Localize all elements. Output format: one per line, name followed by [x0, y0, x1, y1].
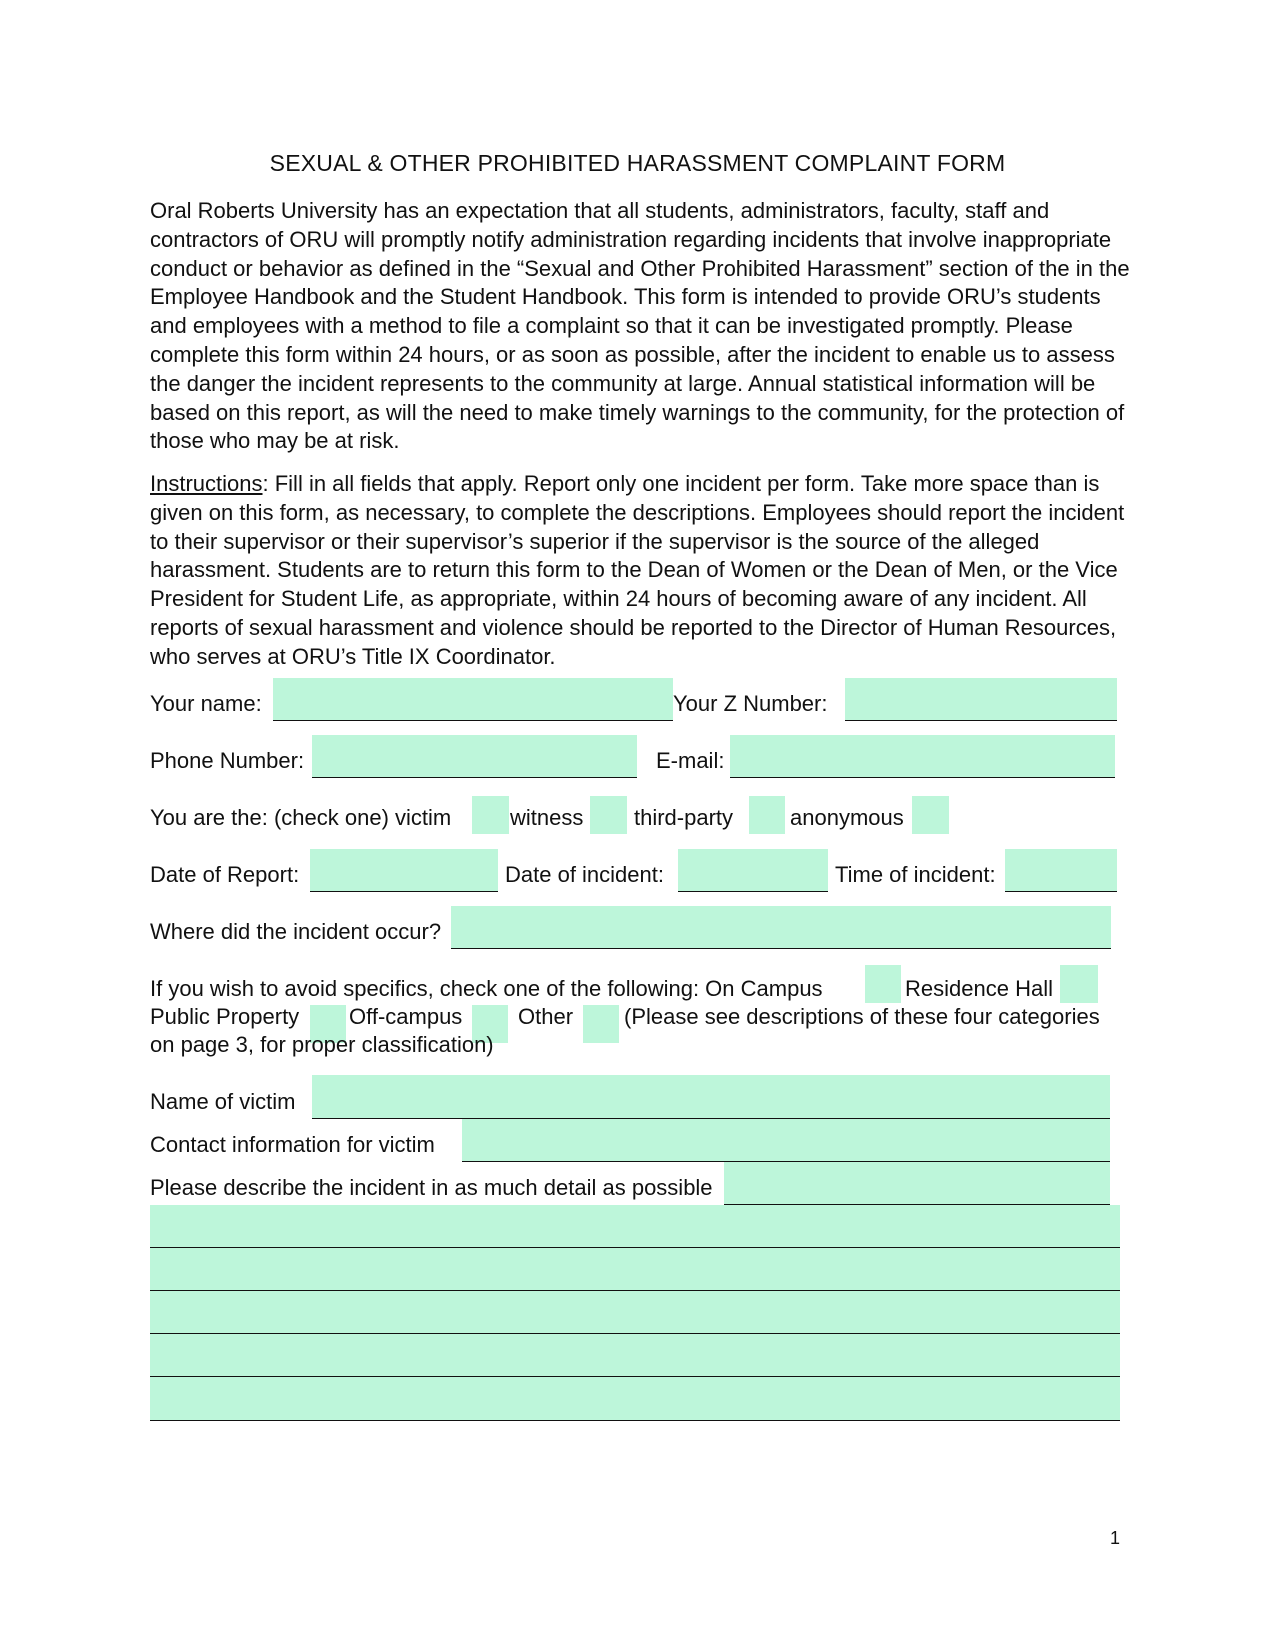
form-title: SEXUAL & OTHER PROHIBITED HARASSMENT COMPLAINT FORM: [269, 150, 1006, 176]
location-note-2: on page 3, for proper classification): [150, 1032, 494, 1057]
victim-checkbox[interactable]: [472, 796, 509, 834]
victim-name-label: Name of victim: [150, 1089, 296, 1114]
location-note: (Please see descriptions of these four categories: [624, 1004, 1100, 1029]
z-number-field[interactable]: [845, 678, 1117, 721]
victim-contact-field[interactable]: [462, 1119, 1110, 1162]
third-party-label: third-party: [634, 805, 734, 830]
residence-hall-checkbox[interactable]: [1060, 965, 1098, 1003]
where-field[interactable]: [451, 906, 1111, 949]
victim-contact-label: Contact information for victim: [150, 1132, 435, 1157]
describe-first-line[interactable]: [724, 1162, 1110, 1205]
instructions-paragraph: [150, 470, 1130, 672]
instructions-text: : Fill in all fields that apply. Report only one incident per form. Take more space than is given on this form, as necessary, to complete the descriptions. Employees should report the incident to their supervisor or their supervisor’s superior if the supervisor is the source of the alleged harassment. Students are to return this form to the Dean of Women or the Dean of Men, or the Vice President for Student Life, as appropriate, within 24 hours of becoming aware of any incident. All reports of sexual harassment and violence should be reported to the Director of Human Resources, who serves at ORU’s Title IX Coordinator.: [150, 471, 1125, 669]
third-party-checkbox[interactable]: [749, 796, 785, 834]
describe-line-3[interactable]: [150, 1291, 1120, 1334]
other-checkbox[interactable]: [583, 1005, 619, 1043]
role-prompt: You are the: (check one) victim: [150, 805, 452, 830]
where-label: Where did the incident occur?: [150, 919, 442, 944]
residence-hall-label: Residence Hall: [905, 976, 1053, 1001]
email-field[interactable]: [730, 735, 1115, 778]
time-incident-label: Time of incident:: [835, 862, 996, 887]
phone-label: Phone Number:: [150, 748, 305, 773]
date-incident-label: Date of incident:: [505, 862, 664, 887]
your-name-label: Your name:: [150, 691, 262, 716]
intro-paragraph: Oral Roberts University has an expectation that all students, administrators, faculty, staff and contractors of ORU will promptly notify administration regarding incidents that involve inappropriate conduct or behavior as defined in the “Sexual and Other Prohibited Harassment” section of the in the Employee Handbook and the Student Handbook. This form is intended to provide ORU’s students and employees with a method to file a complaint so that it can be investigated promptly. Please complete this form within 24 hours, or as soon as possible, after the incident to enable us to assess the danger the incident represents to the community at large. Annual statistical information will be based on this report, as will the need to make timely warnings to the community, for the protection of those who may be at risk.: [150, 198, 1130, 454]
victim-name-field[interactable]: [312, 1075, 1110, 1119]
email-label: E-mail:: [656, 748, 725, 773]
describe-line-5[interactable]: [150, 1377, 1120, 1421]
describe-line-2[interactable]: [150, 1248, 1120, 1291]
anonymous-label: anonymous: [790, 805, 904, 830]
on-campus-checkbox[interactable]: [865, 965, 901, 1003]
public-property-label: Public Property: [150, 1004, 300, 1029]
witness-checkbox[interactable]: [590, 796, 627, 834]
describe-line-1[interactable]: [150, 1205, 1120, 1248]
z-number-label: Your Z Number:: [673, 691, 828, 716]
phone-field[interactable]: [312, 735, 637, 778]
other-label: Other: [518, 1004, 574, 1029]
page-number: 1: [1109, 1528, 1120, 1548]
anonymous-checkbox[interactable]: [912, 796, 949, 834]
time-incident-field[interactable]: [1005, 849, 1117, 892]
date-incident-field[interactable]: [678, 849, 828, 892]
location-prompt: If you wish to avoid specifics, check one of the following: On Campus: [150, 976, 823, 1001]
describe-label: Please describe the incident in as much detail as possible: [150, 1175, 713, 1200]
witness-label: witness: [510, 805, 584, 830]
date-report-field[interactable]: [310, 849, 498, 892]
your-name-field[interactable]: [273, 678, 673, 721]
date-report-label: Date of Report:: [150, 862, 300, 887]
describe-line-4[interactable]: [150, 1334, 1120, 1377]
instructions-heading: Instructions: [150, 471, 263, 496]
off-campus-label: Off-campus: [349, 1004, 463, 1029]
